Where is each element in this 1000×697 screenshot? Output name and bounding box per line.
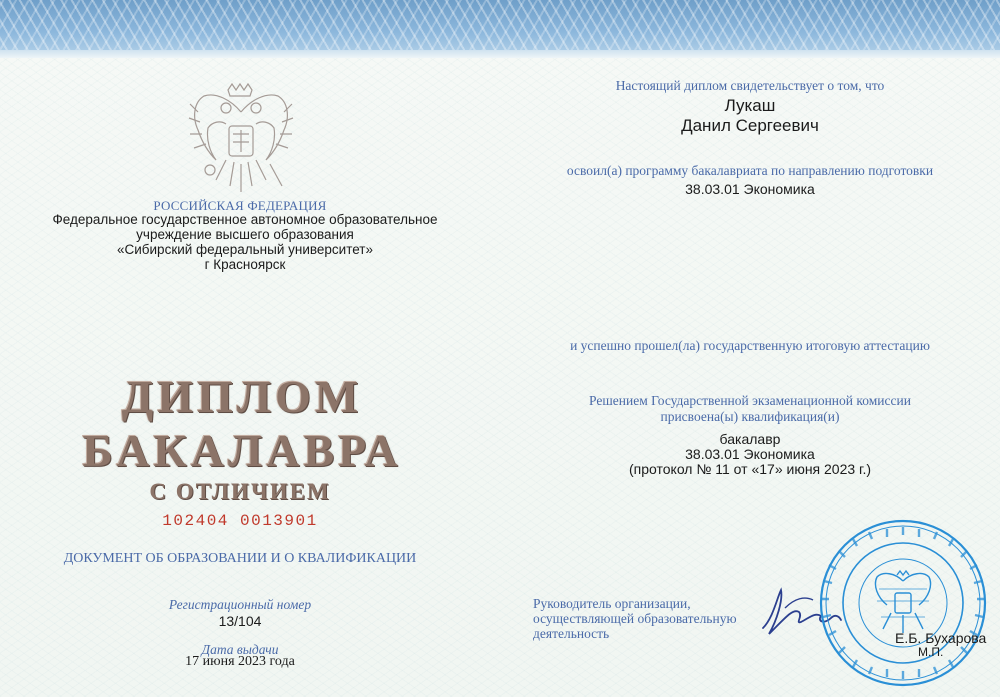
graduate-given-names: Данил Сергеевич xyxy=(681,116,819,135)
registration-number: 13/104 xyxy=(218,613,262,629)
document-type: ДОКУМЕНТ ОБ ОБРАЗОВАНИИ И О КВАЛИФИКАЦИИ xyxy=(63,551,417,566)
serial-number: 102404 0013901 xyxy=(162,512,318,530)
diploma-title-line2: БАКАЛАВРА xyxy=(82,425,402,476)
diploma-title-line1: ДИПЛОМ xyxy=(121,371,363,422)
institution-line: Федеральное государственное автономное образовательное xyxy=(52,212,438,227)
institution-line: учреждение высшего образования xyxy=(136,227,354,242)
qualification-program: 38.03.01 Экономика xyxy=(685,446,815,462)
official-seal-icon xyxy=(817,517,989,689)
issue-date: 17 июня 2023 года xyxy=(185,654,295,669)
honors-label: С ОТЛИЧИЕМ xyxy=(149,479,331,504)
program-mastered-text: освоил(а) программу бакалавриата по направлению подготовки xyxy=(566,163,934,178)
decorative-top-band xyxy=(0,0,1000,58)
double-headed-eagle-emblem-icon xyxy=(186,82,296,197)
head-of-organization-label xyxy=(533,596,763,641)
certifies-text: Настоящий диплом свидетельствует о том, что xyxy=(615,78,885,93)
institution-block xyxy=(50,212,440,272)
signer-name: Е.Б. Бухарова xyxy=(895,630,987,646)
commission-decision-line1: Решением Государственной экзаменационной комиссии xyxy=(589,393,911,408)
head-label-line: деятельность xyxy=(533,626,610,641)
registration-label: Регистрационный номер xyxy=(168,597,312,612)
stamp-place-mark: М.П. xyxy=(918,645,944,659)
country-name: РОССИЙСКАЯ ФЕДЕРАЦИЯ xyxy=(153,198,327,213)
commission-decision-line2: присвоена(ы) квалификация(и) xyxy=(660,409,840,424)
head-label-line: осуществляющей образовательную xyxy=(533,611,737,626)
institution-line: «Сибирский федеральный университет» xyxy=(116,242,373,257)
issue-date-label: Дата выдачи xyxy=(201,642,279,657)
protocol-reference: (протокол № 11 от «17» июня 2023 г.) xyxy=(628,461,872,477)
head-label-line: Руководитель организации, xyxy=(533,596,691,611)
qualification: бакалавр xyxy=(719,431,781,447)
graduate-surname: Лукаш xyxy=(724,96,776,115)
institution-city: г Красноярск xyxy=(204,257,286,272)
program-code: 38.03.01 Экономика xyxy=(685,181,815,197)
attestation-text: и успешно прошел(ла) государственную итоговую аттестацию xyxy=(570,338,930,353)
